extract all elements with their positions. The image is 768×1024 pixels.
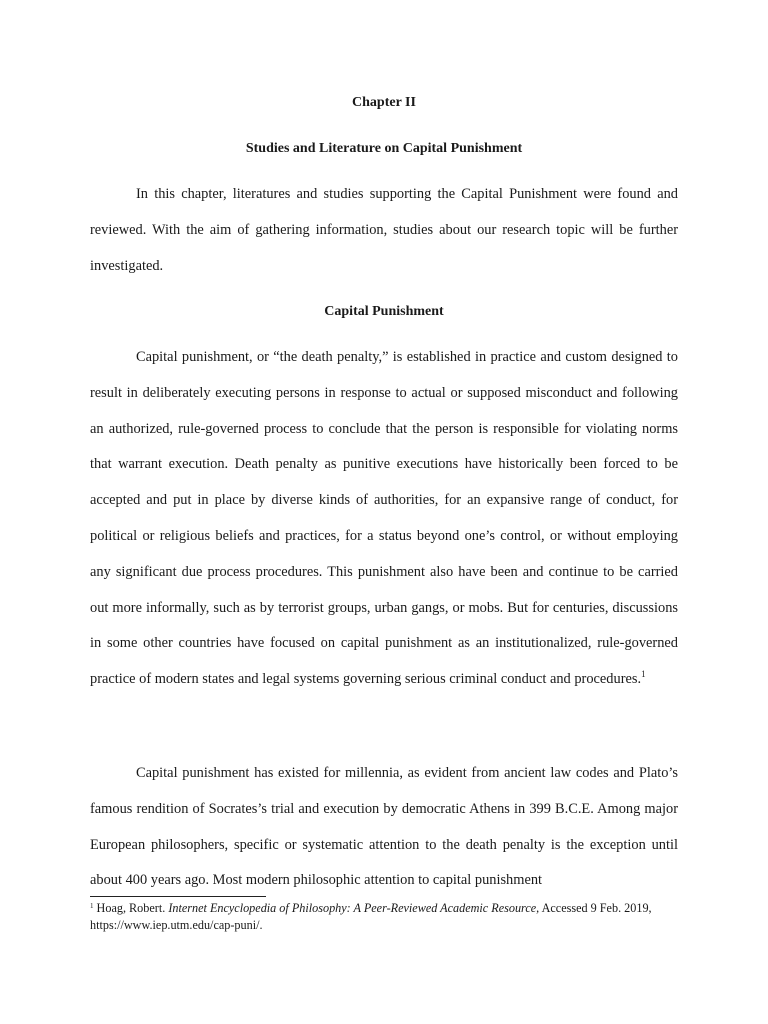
footnote-reference: 1 — [641, 669, 646, 680]
paragraph-2-text: Capital punishment has existed for millennia, as evident from ancient law codes and Plato’s famous rendition of Socrates’s trial and execution by democratic Athens in 399 B.C.E. Among major European philosophers, specific or systematic attention to the death penalty is the exception until about 400 years ago. Most modern philosophic attention to capital punishment — [90, 765, 678, 889]
intro-text: In this chapter, literatures and studies supporting the Capital Punishment were found and reviewed. With the aim of gathering information, studies about our research topic will be further investigated. — [90, 186, 678, 274]
footnote-number: 1 — [90, 902, 94, 910]
chapter-label: Chapter II — [352, 95, 416, 110]
footnote-url[interactable]: https://www.iep.utm.edu/cap-puni/. — [90, 917, 263, 932]
footnote-source: Internet Encyclopedia of Philosophy: A Peer-Reviewed Academic Resource, — [168, 901, 540, 915]
section-heading: Capital Punishment — [324, 304, 444, 319]
body-paragraph-2 — [90, 756, 678, 899]
intro-paragraph — [90, 177, 678, 284]
footnote-author: Hoag, Robert. — [96, 901, 166, 915]
chapter-title: Studies and Literature on Capital Punishment — [245, 141, 523, 156]
footnote-accessed: Accessed 9 Feb. 2019, — [541, 901, 652, 915]
body-paragraph-1 — [90, 340, 678, 698]
paragraph-1-text: Capital punishment, or “the death penalty,” is established in practice and custom designed to result in deliberately executing persons in response to actual or supposed misconduct and following an authorized, rule-governed process to conclude that the person is responsible for violating norms that warrant execution. Death penalty as punitive executions have historically been forced to be accepted and put in place by diverse kinds of authorities, for an expansive range of conduct, for political or religious beliefs and practices, for a status beyond one’s control, or without employing any significant due process procedures. This punishment also have been and continue to be carried out more informally, such as by terrorist groups, urban gangs, or mobs. But for centuries, discussions in some other countries have focused on capital punishment as an institutionalized, rule-governed practice of modern states and legal systems governing serious criminal conduct and procedures. — [90, 349, 678, 688]
footnote — [90, 900, 680, 933]
footnote-divider — [90, 896, 266, 897]
